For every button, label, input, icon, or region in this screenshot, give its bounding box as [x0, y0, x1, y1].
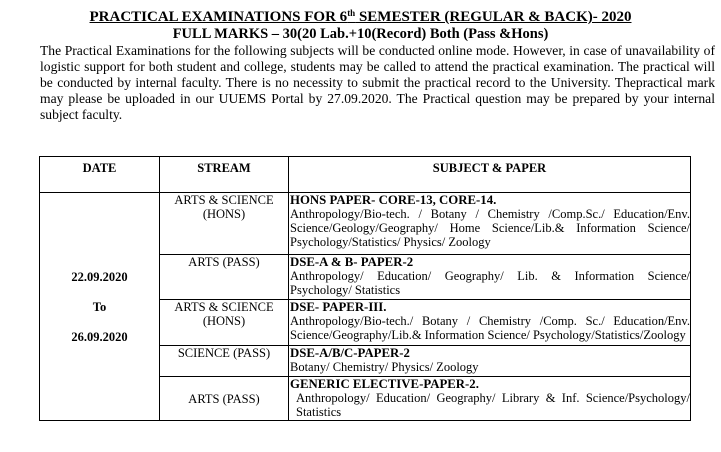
full-marks-subtitle: FULL MARKS – 30(20 Lab.+10(Record) Both (Pass &Hons) — [172, 26, 549, 42]
subject-cell — [289, 377, 691, 421]
stream-cell — [160, 300, 289, 346]
subject-cell — [289, 255, 691, 300]
stream-line1: SCIENCE (PASS) — [177, 346, 271, 360]
subject-list: Anthropology/ Education/ Geography/ Lib. & Information Science/ Psychology/ Statistics — [290, 269, 690, 297]
paper-title: DSE-A & B- PAPER-2 — [290, 255, 414, 269]
subject-list: Botany/ Chemistry/ Physics/ Zoology — [290, 360, 479, 374]
title-text: PRACTICAL EXAMINATIONS FOR 6 — [89, 9, 348, 25]
header-subject: SUBJECT & PAPER — [289, 157, 691, 193]
date-to-word: To — [92, 299, 107, 314]
stream-cell — [160, 377, 289, 421]
paper-title: HONS PAPER- CORE-13, CORE-14. — [290, 193, 497, 207]
date-from: 22.09.2020 — [71, 269, 128, 284]
title-text-rest: SEMESTER (REGULAR & BACK)- 2020 — [355, 9, 632, 25]
table-header-row — [40, 157, 691, 193]
paper-title: DSE-A/B/C-PAPER-2 — [290, 346, 410, 360]
stream-cell — [160, 346, 289, 377]
stream-cell — [160, 193, 289, 255]
date-to: 26.09.2020 — [71, 329, 128, 344]
exam-schedule-table — [39, 156, 691, 421]
notice-page — [0, 4, 721, 452]
title-superscript: th — [347, 8, 356, 18]
subject-list: Anthropology/ Education/ Geography/ Library & Inf. Science/Psychology/ Statistics — [296, 391, 690, 419]
paper-title: DSE- PAPER-III. — [290, 300, 387, 314]
subject-cell — [289, 300, 691, 346]
instructions-paragraph: The Practical Examinations for the following subjects will be conducted online mode. However, in case of unavailability of logistic support for both student and college, students may be called to attend the practical examination. The practical will be conducted by internal faculty. There is no necessity to submit the practical record to the University. Thepractical mark may please be uploaded in our UUEMS Portal by 27.09.2020. The Practical question may be prepared by your internal subject faculty. — [40, 43, 715, 122]
header-date: DATE — [40, 157, 160, 193]
paper-title: GENERIC ELECTIVE-PAPER-2. — [290, 377, 479, 391]
subject-list: Anthropology/Bio-tech. / Botany / Chemistry /Comp.Sc./ Education/Env. Science/Geology/Geography/ Home Science/Lib.& Information Science/ Psychology/Statistics/ Physics/ Zoology — [290, 207, 690, 249]
subject-cell — [289, 193, 691, 255]
stream-line1: ARTS (PASS) — [188, 391, 260, 406]
stream-line1: ARTS & SCIENCE — [174, 300, 274, 314]
header-stream: STREAM — [160, 157, 289, 193]
stream-line1: ARTS (PASS) — [188, 255, 260, 269]
date-range-cell — [40, 193, 160, 421]
stream-line2: (HONS) — [202, 314, 246, 328]
table-row — [40, 193, 691, 255]
subject-list: Anthropology/Bio-tech./ Botany / Chemistry /Comp. Sc./ Education/Env. Science/Geography/Lib.& Information Science/ Psychology/Statistics/Zoology — [290, 314, 690, 342]
stream-line1: ARTS & SCIENCE — [174, 193, 274, 207]
notice-title — [0, 4, 721, 26]
stream-cell — [160, 255, 289, 300]
subject-cell — [289, 346, 691, 377]
stream-line2: (HONS) — [202, 207, 246, 221]
